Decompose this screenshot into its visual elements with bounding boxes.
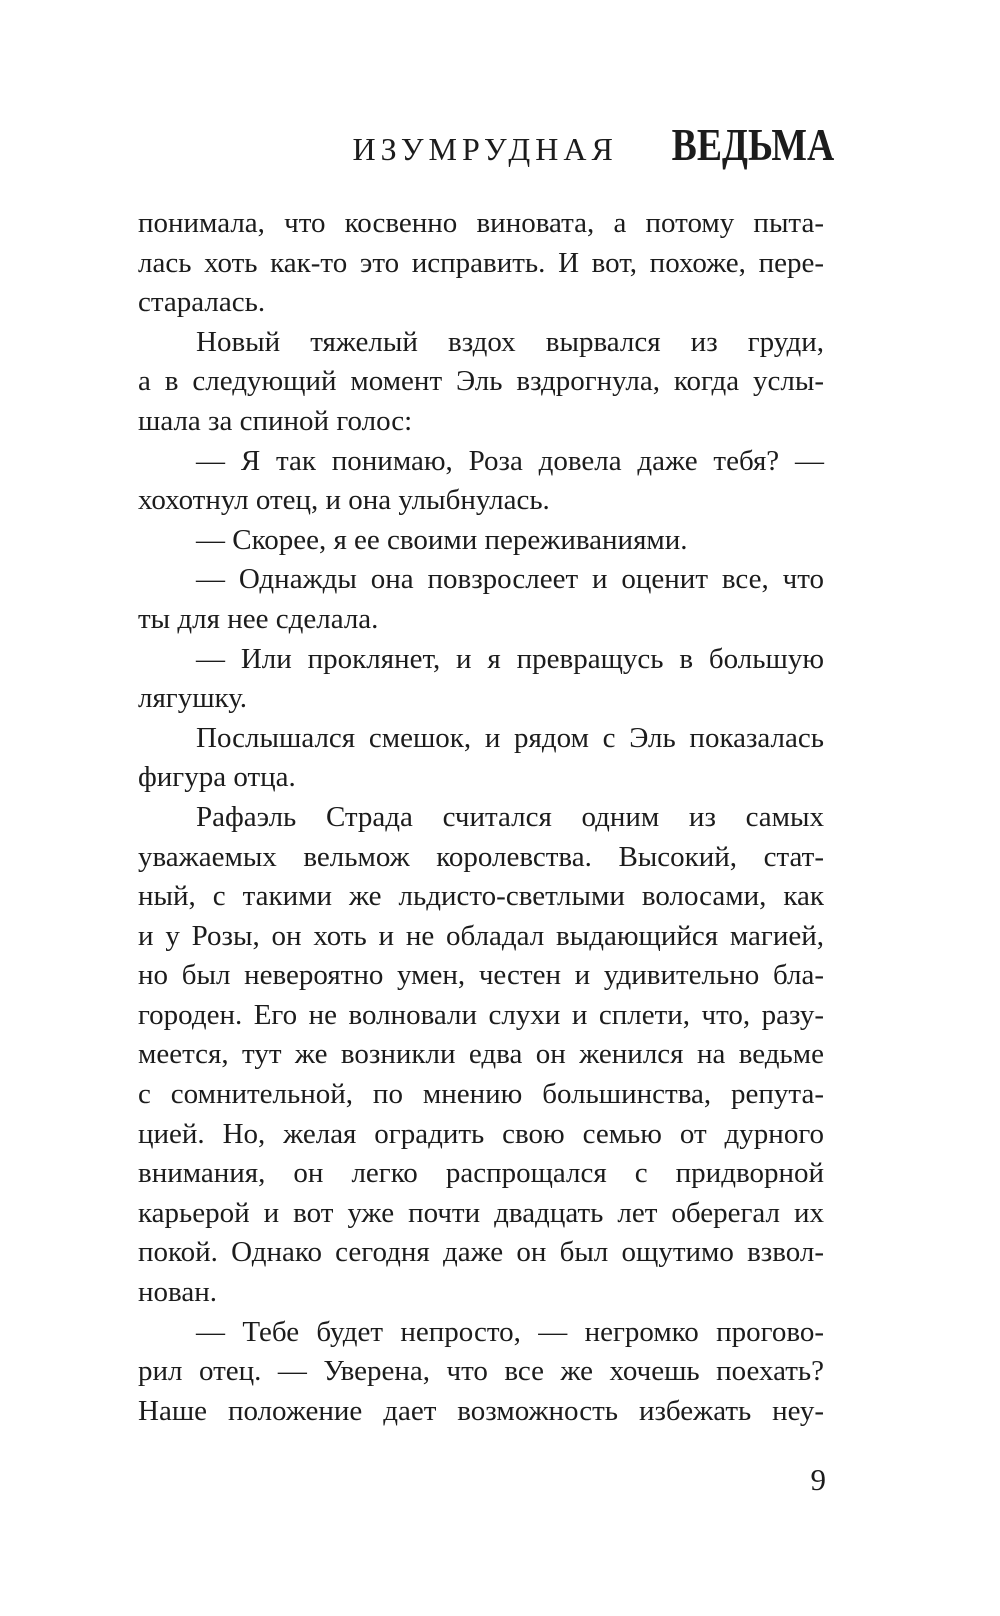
text-line: ты для нее сделала. <box>138 602 379 635</box>
text-line: фигура отца. <box>138 761 296 794</box>
text-line: — Я так понимаю, Роза довела даже тебя? — <box>196 444 824 477</box>
text-line: Новый тяжелый вздох вырвался из груди, <box>196 325 824 358</box>
text-line: понимала, что косвенно виновата, а потому пыта- <box>138 207 824 239</box>
text-line: меется, тут же возникли едва он женился на ведьме <box>138 1038 824 1071</box>
text-line: цией. Но, желая оградить свою семью от дурного <box>138 1117 824 1150</box>
text-line: Послышался смешок, и рядом с Эль показалась <box>196 721 824 754</box>
text-line: городен. Его не волновали слухи и сплети, что, разу- <box>138 998 824 1031</box>
text-line: — Или проклянет, и я превращусь в большую <box>196 642 824 675</box>
text-line: старалась. <box>138 286 266 319</box>
text-line: карьерой и вот уже почти двадцать лет оберегал их <box>138 1196 824 1229</box>
text-line: нован. <box>138 1276 217 1309</box>
text-line: покой. Однако сегодня даже он был ощутимо взвол- <box>138 1236 824 1269</box>
text-line: а в следующий момент Эль вздрогнула, когда услы- <box>138 365 824 398</box>
text-line: лась хоть как-то это исправить. И вот, похоже, пере- <box>138 246 824 279</box>
text-line: — Скорее, я ее своими переживаниями. <box>196 523 688 556</box>
text-line: Наше положение дает возможность избежать неу- <box>138 1394 824 1427</box>
text-line: и у Розы, он хоть и не обладал выдающийся магией, <box>138 919 824 952</box>
text-line: ный, с такими же льдисто-светлыми волосами, как <box>138 880 824 913</box>
running-title-series: ИЗУМРУДНАЯ <box>352 131 618 167</box>
text-line: хохотнул отец, и она улыбнулась. <box>138 484 550 517</box>
text-line: уважаемых вельмож королевства. Высокий, стат- <box>138 840 824 873</box>
text-line: рил отец. — Уверена, что все же хочешь поехать? <box>138 1355 824 1388</box>
text-line: лягушку. <box>138 682 248 715</box>
text-line: с сомнительной, по мнению большинства, репута- <box>138 1078 824 1111</box>
running-title <box>353 118 834 171</box>
text-line: — Однажды она повзрослеет и оценит все, что <box>196 563 824 596</box>
text-line: шала за спиной голос: <box>138 404 413 437</box>
page-number: 9 <box>810 1462 826 1497</box>
text-line: — Тебе будет непросто, — негромко прогово- <box>196 1315 824 1348</box>
text-line: но был невероятно умен, честен и удивительно бла- <box>138 959 824 992</box>
text-column <box>138 204 824 1431</box>
text-line: Рафаэль Страда считался одним из самых <box>196 800 824 833</box>
text-line: внимания, он легко распрощался с придворной <box>138 1157 824 1190</box>
running-title-word: ВЕДЬМА <box>671 119 834 170</box>
